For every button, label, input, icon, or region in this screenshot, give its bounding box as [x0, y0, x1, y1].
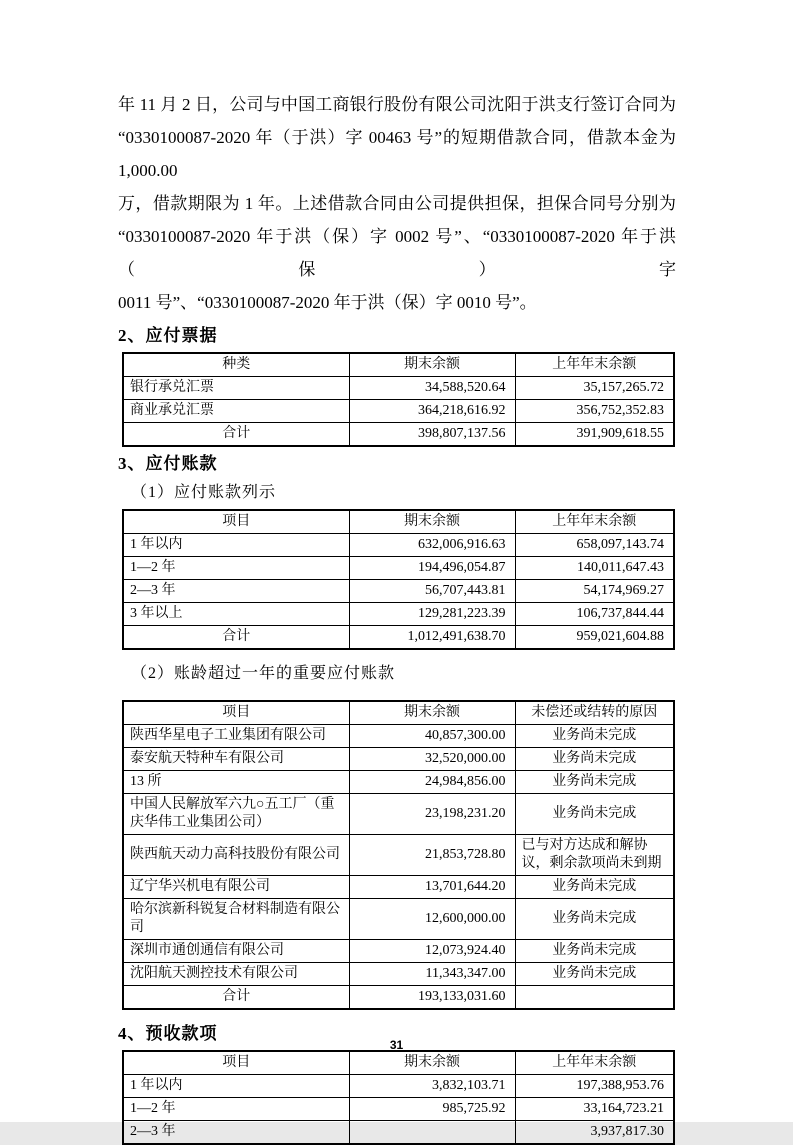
table-cell: 合计 — [123, 626, 349, 650]
table-total-row — [123, 986, 674, 1010]
table-cell: 业务尚未完成 — [515, 748, 674, 771]
table-cell: 已与对方达成和解协议，剩余款项尚未到期 — [515, 835, 674, 876]
table-cell: 34,588,520.64 — [349, 377, 515, 400]
table-cell: 深圳市通创通信有限公司 — [123, 940, 349, 963]
table-cell: 业务尚未完成 — [515, 771, 674, 794]
table-cell: 40,857,300.00 — [349, 725, 515, 748]
table-cell: 959,021,604.88 — [515, 626, 674, 650]
table-cell: 3,832,103.71 — [349, 1075, 515, 1098]
table-cell: 13 所 — [123, 771, 349, 794]
table-cell: 哈尔滨新科锐复合材料制造有限公司 — [123, 899, 349, 940]
table-cell: 106,737,844.44 — [515, 603, 674, 626]
table-cell: 沈阳航天测控技术有限公司 — [123, 963, 349, 986]
table-cell: 业务尚未完成 — [515, 876, 674, 899]
table-row — [123, 377, 674, 400]
section-heading-accounts-payable: 3、应付账款 — [118, 454, 218, 473]
table-cell: 3,937,817.30 — [515, 1121, 674, 1145]
table-cell — [349, 1121, 515, 1145]
table-cell: 业务尚未完成 — [515, 899, 674, 940]
table-cell — [515, 986, 674, 1010]
table-cell: 129,281,223.39 — [349, 603, 515, 626]
table-cell: 24,984,856.00 — [349, 771, 515, 794]
table-cell: 364,218,616.92 — [349, 400, 515, 423]
table-cell: 1,012,491,638.70 — [349, 626, 515, 650]
table-cell: 12,600,000.00 — [349, 899, 515, 940]
table-row — [123, 534, 674, 557]
page-number: 31 — [389, 1038, 404, 1052]
table-header-row — [123, 353, 674, 377]
table-row — [123, 725, 674, 748]
table-row — [123, 748, 674, 771]
table-row — [123, 1098, 674, 1121]
table-row — [123, 876, 674, 899]
table-cell: 194,496,054.87 — [349, 557, 515, 580]
column-header: 期末余额 — [349, 701, 515, 725]
table-header-row — [123, 701, 674, 725]
table-cell: 356,752,352.83 — [515, 400, 674, 423]
table-cell: 合计 — [123, 986, 349, 1010]
paragraph-line: “0330100087-2020 年（于洪）字 00463 号”的短期借款合同，借款本金为 1,000.00 — [118, 128, 676, 180]
table-cell: 辽宁华兴机电有限公司 — [123, 876, 349, 899]
table-cell: 23,198,231.20 — [349, 794, 515, 835]
table-cell: 11,343,347.00 — [349, 963, 515, 986]
intro-paragraph — [118, 88, 676, 319]
section-heading-notes-payable: 2、应付票据 — [118, 326, 218, 345]
table-cell: 33,164,723.21 — [515, 1098, 674, 1121]
table-cell: 业务尚未完成 — [515, 725, 674, 748]
table-row — [123, 899, 674, 940]
table-cell: 陕西航天动力高科技股份有限公司 — [123, 835, 349, 876]
subsection-heading-accounts-payable-listing: （1）应付账款列示 — [131, 484, 277, 501]
table-cell: 197,388,953.76 — [515, 1075, 674, 1098]
table-cell: 中国人民解放军六九○五工厂（重庆华伟工业集团公司） — [123, 794, 349, 835]
table-cell: 银行承兑汇票 — [123, 377, 349, 400]
notes-payable-table — [122, 352, 675, 447]
table-cell: 3 年以上 — [123, 603, 349, 626]
table-cell: 54,174,969.27 — [515, 580, 674, 603]
accounts-payable-over-one-year-table — [122, 700, 675, 1010]
table-cell: 56,707,443.81 — [349, 580, 515, 603]
table-cell: 业务尚未完成 — [515, 794, 674, 835]
column-header: 项目 — [123, 1051, 349, 1075]
table-total-row — [123, 423, 674, 447]
table-row — [123, 1075, 674, 1098]
table-cell: 658,097,143.74 — [515, 534, 674, 557]
table-cell: 业务尚未完成 — [515, 940, 674, 963]
column-header: 期末余额 — [349, 510, 515, 534]
table-row — [123, 400, 674, 423]
column-header: 期末余额 — [349, 1051, 515, 1075]
paragraph-line: 0011 号”、“0330100087-2020 年于洪（保）字 0010 号”。 — [118, 293, 537, 312]
paragraph-line: 万，借款期限为 1 年。上述借款合同由公司提供担保，担保合同号分别为 — [118, 194, 676, 213]
column-header: 项目 — [123, 701, 349, 725]
table-row — [123, 963, 674, 986]
table-row — [123, 603, 674, 626]
table-cell: 1—2 年 — [123, 557, 349, 580]
table-row — [123, 940, 674, 963]
table-row — [123, 794, 674, 835]
page-content — [118, 88, 676, 1145]
table-cell: 2—3 年 — [123, 580, 349, 603]
table-cell: 140,011,647.43 — [515, 557, 674, 580]
table-header-row — [123, 1051, 674, 1075]
table-row — [123, 557, 674, 580]
table-cell: 13,701,644.20 — [349, 876, 515, 899]
column-header: 种类 — [123, 353, 349, 377]
table-cell: 商业承兑汇票 — [123, 400, 349, 423]
table-row — [123, 771, 674, 794]
table-cell: 12,073,924.40 — [349, 940, 515, 963]
section-heading-advances-received: 4、预收款项 — [118, 1024, 218, 1043]
table-cell: 1 年以内 — [123, 1075, 349, 1098]
table-cell: 398,807,137.56 — [349, 423, 515, 447]
accounts-payable-aging-table — [122, 509, 675, 650]
table-cell: 合计 — [123, 423, 349, 447]
paragraph-line: 年 11 月 2 日，公司与中国工商银行股份有限公司沈阳于洪支行签订合同为 — [118, 95, 676, 114]
table-cell: 632,006,916.63 — [349, 534, 515, 557]
advances-received-table — [122, 1050, 675, 1145]
subsection-heading-accounts-payable-over-one-year: （2）账龄超过一年的重要应付账款 — [131, 665, 396, 682]
table-row — [123, 580, 674, 603]
table-cell: 1—2 年 — [123, 1098, 349, 1121]
table-header-row — [123, 510, 674, 534]
table-cell: 985,725.92 — [349, 1098, 515, 1121]
table-cell: 泰安航天特种车有限公司 — [123, 748, 349, 771]
column-header: 项目 — [123, 510, 349, 534]
table-cell: 业务尚未完成 — [515, 963, 674, 986]
table-cell: 35,157,265.72 — [515, 377, 674, 400]
column-header: 期末余额 — [349, 353, 515, 377]
table-row — [123, 835, 674, 876]
table-cell: 32,520,000.00 — [349, 748, 515, 771]
table-cell: 陕西华星电子工业集团有限公司 — [123, 725, 349, 748]
column-header: 上年年末余额 — [515, 353, 674, 377]
table-cell: 21,853,728.80 — [349, 835, 515, 876]
column-header: 上年年末余额 — [515, 1051, 674, 1075]
paragraph-line: “0330100087-2020 年于洪（保）字 0002 号”、“0330100087-2020 年于洪（保）字 — [118, 227, 676, 279]
table-total-row — [123, 626, 674, 650]
column-header: 上年年末余额 — [515, 510, 674, 534]
column-header: 未偿还或结转的原因 — [515, 701, 674, 725]
table-cell: 391,909,618.55 — [515, 423, 674, 447]
table-cell: 1 年以内 — [123, 534, 349, 557]
table-row — [123, 1121, 674, 1145]
table-cell: 2—3 年 — [123, 1121, 349, 1145]
table-cell: 193,133,031.60 — [349, 986, 515, 1010]
